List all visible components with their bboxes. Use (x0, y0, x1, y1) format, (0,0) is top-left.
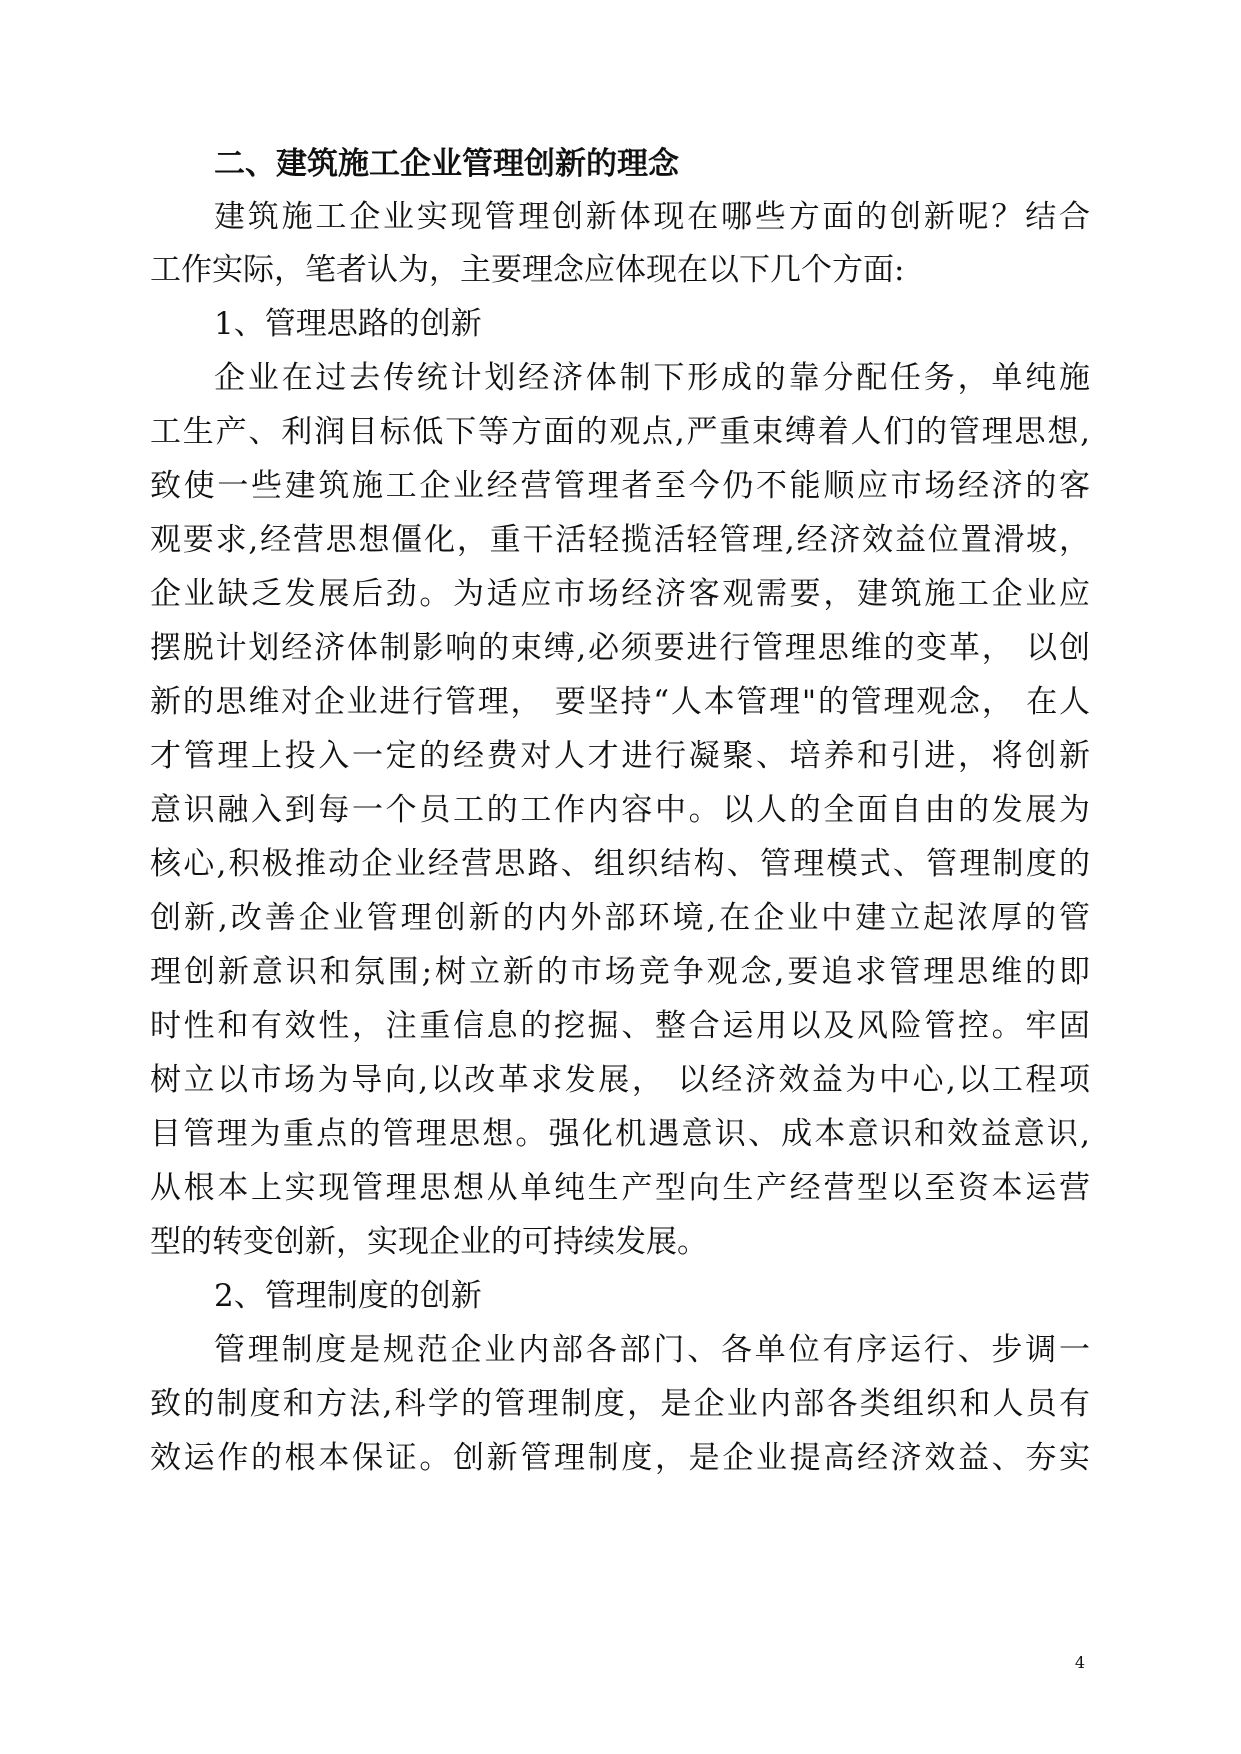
body-line: 效运作的根本保证。创新管理制度，是企业提高经济效益、夯实 (150, 1440, 1090, 1476)
body-line: 时性和有效性，注重信息的挖掘、整合运用以及风险管控。牢固 (150, 1008, 1090, 1044)
body-line: 从根本上实现管理思想从单纯生产型向生产经营型以至资本运营 (150, 1170, 1090, 1206)
page-number: 4 (1074, 1653, 1086, 1672)
body-line: 树立以市场为导向,以改革求发展， 以经济效益为中心,以工程项 (150, 1062, 1090, 1098)
body-line: 致使一些建筑施工企业经营管理者至今仍不能顺应市场经济的客 (150, 468, 1090, 504)
body-line: 致的制度和方法,科学的管理制度，是企业内部各类组织和人员有 (150, 1386, 1090, 1422)
body-line: 企业在过去传统计划经济体制下形成的靠分配任务，单纯施 (214, 360, 1090, 396)
body-line: 新的思维对企业进行管理， 要坚持“人本管理"的管理观念， 在人 (150, 684, 1090, 720)
body-line: 才管理上投入一定的经费对人才进行凝聚、培养和引进，将创新 (150, 738, 1090, 774)
body-line: 企业缺乏发展后劲。为适应市场经济客观需要，建筑施工企业应 (150, 576, 1090, 612)
body-line: 型的转变创新，实现企业的可持续发展。 (150, 1224, 708, 1260)
intro-line: 建筑施工企业实现管理创新体现在哪些方面的创新呢？结合 (214, 199, 1090, 235)
body-line: 创新,改善企业管理创新的内外部环境,在企业中建立起浓厚的管 (150, 900, 1090, 936)
body-line: 目管理为重点的管理思想。强化机遇意识、成本意识和效益意识, (150, 1116, 1090, 1152)
body-line: 工生产、利润目标低下等方面的观点,严重束缚着人们的管理思想, (150, 414, 1090, 450)
body-line: 理创新意识和氛围;树立新的市场竞争观念,要追求管理思维的即 (150, 954, 1090, 990)
body-line: 管理制度是规范企业内部各部门、各单位有序运行、步调一 (214, 1332, 1090, 1368)
body-line: 意识融入到每一个员工的工作内容中。以人的全面自由的发展为 (150, 792, 1090, 828)
intro-line: 工作实际，笔者认为，主要理念应体现在以下几个方面: (150, 252, 905, 288)
body-line: 摆脱计划经济体制影响的束缚,必须要进行管理思维的变革， 以创 (150, 630, 1090, 666)
body-line: 观要求,经营思想僵化，重干活轻揽活轻管理,经济效益位置滑坡， (150, 522, 1090, 558)
subsection-title-2: 2、管理制度的创新 (214, 1278, 482, 1314)
section-heading: 二、建筑施工企业管理创新的理念 (214, 146, 679, 182)
body-line: 核心,积极推动企业经营思路、组织结构、管理模式、管理制度的 (150, 846, 1090, 882)
subsection-title-1: 1、管理思路的创新 (214, 306, 482, 342)
